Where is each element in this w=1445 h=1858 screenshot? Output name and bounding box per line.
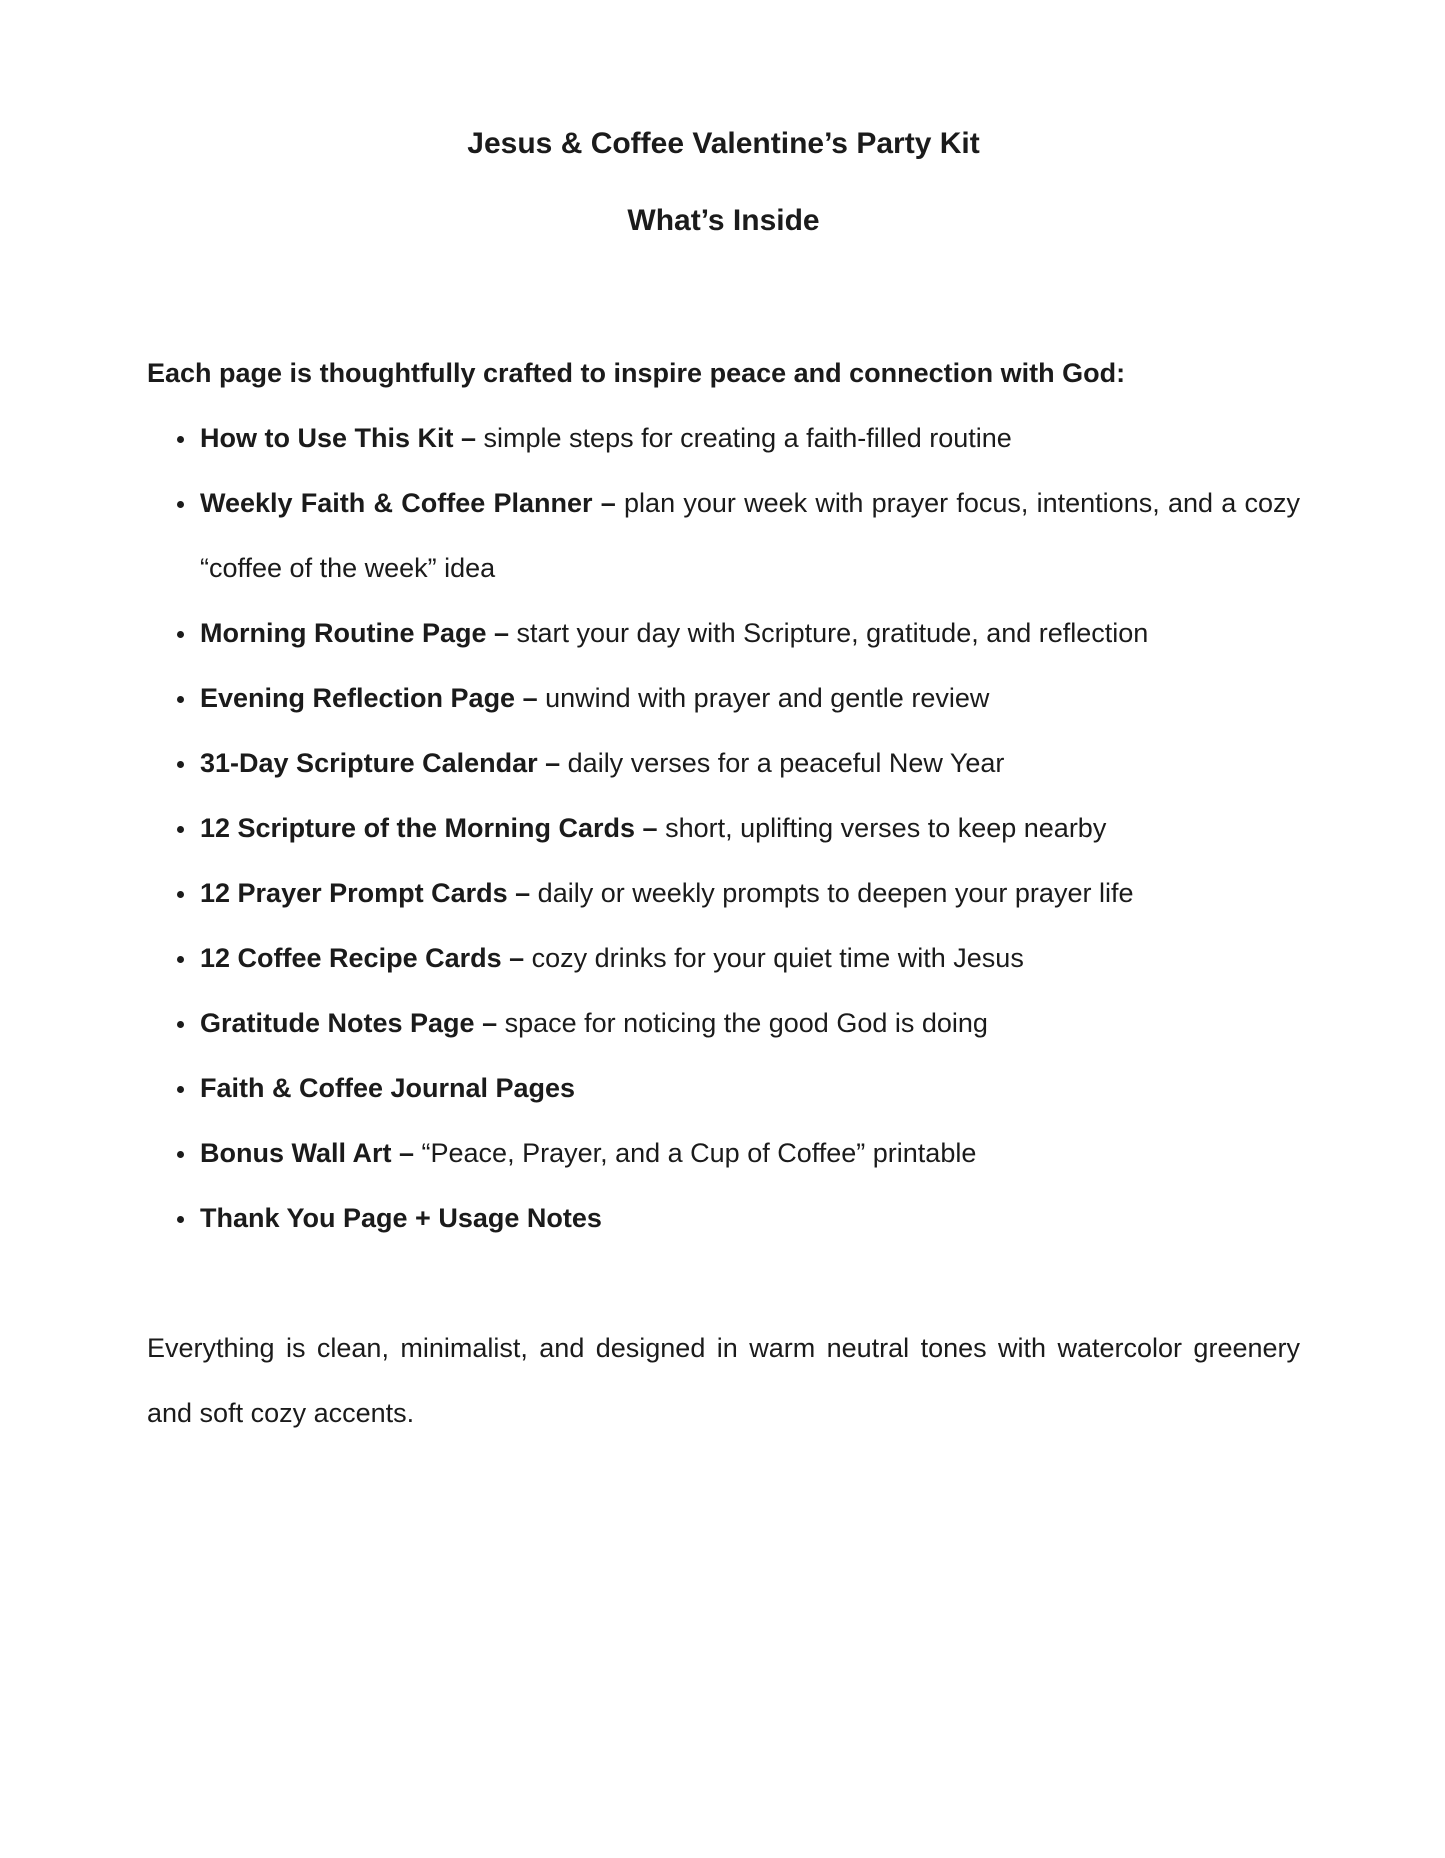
item-title: Bonus Wall Art – (200, 1138, 415, 1168)
item-title: Morning Routine Page – (200, 618, 510, 648)
intro-paragraph: Each page is thoughtfully crafted to inspire peace and connection with God: (147, 358, 1126, 388)
list-item (198, 796, 1300, 861)
list-item (198, 471, 1300, 601)
item-description: cozy drinks for your quiet time with Jesus (524, 943, 1024, 973)
item-title: Thank You Page + Usage Notes (200, 1203, 602, 1233)
item-title: 12 Scripture of the Morning Cards – (200, 813, 658, 843)
document-subtitle: What’s Inside (627, 204, 820, 237)
list-item (198, 731, 1300, 796)
closing-paragraph: Everything is clean, minimalist, and designed in warm neutral tones with watercolor greenery and soft cozy accents. (147, 1333, 1300, 1428)
item-title: Faith & Coffee Journal Pages (200, 1073, 576, 1103)
list-item (198, 666, 1300, 731)
list-item (198, 926, 1300, 991)
item-description: “Peace, Prayer, and a Cup of Coffee” printable (414, 1138, 977, 1168)
item-description: space for noticing the good God is doing (497, 1008, 988, 1038)
item-description: daily or weekly prompts to deepen your prayer life (530, 878, 1134, 908)
list-item (198, 1186, 1300, 1251)
item-title: 12 Prayer Prompt Cards – (200, 878, 531, 908)
list-item (198, 601, 1300, 666)
item-description: simple steps for creating a faith-filled routine (476, 423, 1012, 453)
document-title: Jesus & Coffee Valentine’s Party Kit (467, 127, 980, 160)
list-item (198, 406, 1300, 471)
kit-contents-list (147, 406, 1300, 1251)
item-title: Gratitude Notes Page – (200, 1008, 498, 1038)
list-item (198, 991, 1300, 1056)
item-description: short, uplifting verses to keep nearby (657, 813, 1107, 843)
item-description: plan your week with prayer focus, intentions, and a cozy “coffee of the week” idea (200, 488, 1300, 583)
item-title: Evening Reflection Page – (200, 683, 538, 713)
list-item (198, 1056, 1300, 1121)
list-item (198, 1121, 1300, 1186)
item-description: daily verses for a peaceful New Year (560, 748, 1005, 778)
list-item (198, 861, 1300, 926)
item-description: start your day with Scripture, gratitude, and reflection (509, 618, 1149, 648)
item-title: How to Use This Kit – (200, 423, 477, 453)
item-title: 12 Coffee Recipe Cards – (200, 943, 525, 973)
item-description: unwind with prayer and gentle review (537, 683, 990, 713)
item-title: Weekly Faith & Coffee Planner – (200, 488, 616, 518)
item-title: 31-Day Scripture Calendar – (200, 748, 561, 778)
